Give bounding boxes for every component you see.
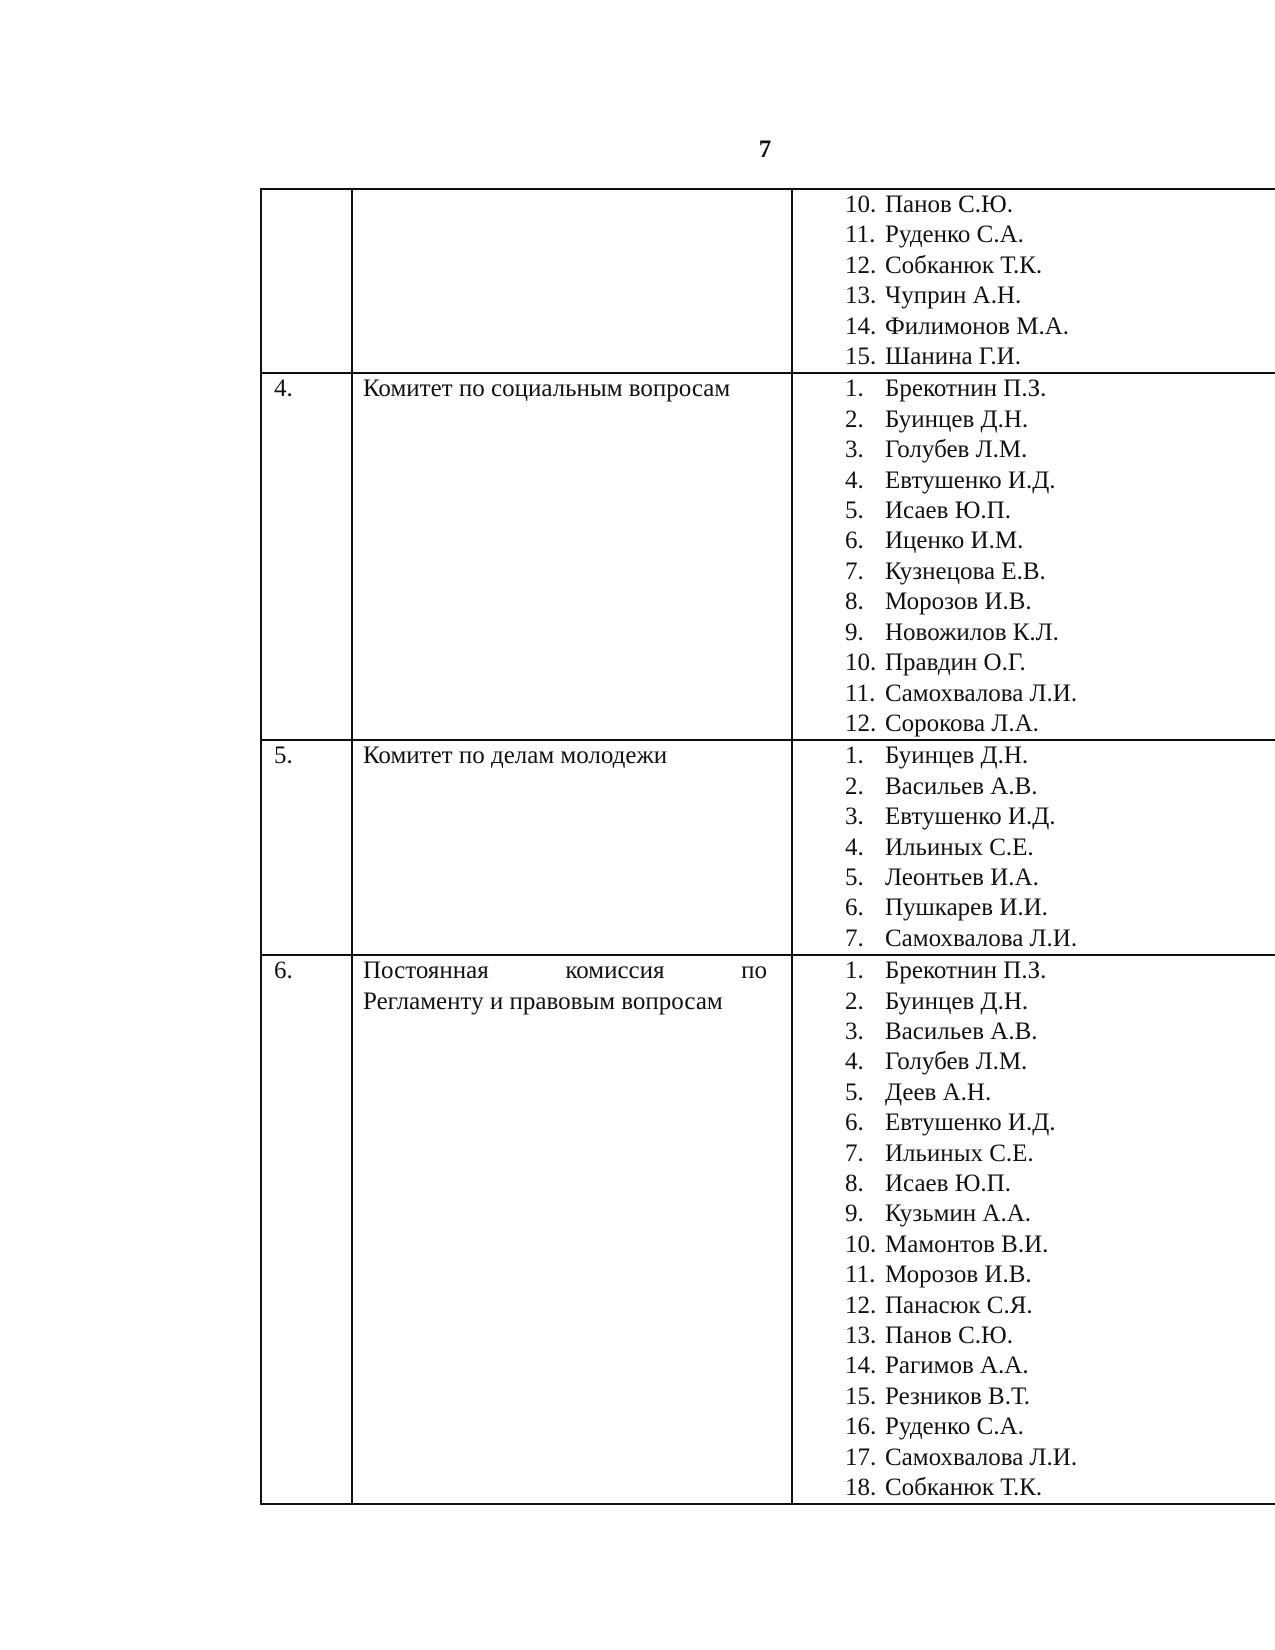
member-list-item	[845, 1108, 1275, 1138]
table-row	[261, 955, 1275, 1504]
member-list-item	[845, 1017, 1275, 1047]
member-list-item	[845, 863, 1275, 893]
member-index: 4.	[845, 1048, 864, 1076]
member-index: 2.	[845, 405, 864, 433]
member-index: 12.	[845, 709, 877, 737]
member-list-item	[845, 557, 1275, 587]
member-name: Рагимов А.А.	[885, 1352, 1029, 1380]
member-index: 5.	[845, 497, 864, 525]
member-list-item	[845, 220, 1275, 250]
member-list-item	[845, 405, 1275, 435]
member-name: Руденко С.А.	[885, 221, 1024, 249]
member-name: Шанина Г.И.	[885, 343, 1021, 371]
member-list-item	[845, 1321, 1275, 1351]
member-index: 9.	[845, 618, 864, 646]
member-index: 5.	[845, 863, 864, 891]
member-name: Буинцев Д.Н.	[885, 742, 1029, 770]
members-cell	[792, 373, 1275, 740]
member-name: Деев А.Н.	[885, 1078, 992, 1106]
member-index: 10.	[845, 1230, 877, 1258]
member-name: Правдин О.Г.	[885, 649, 1026, 677]
member-list-item	[845, 1382, 1275, 1412]
member-name: Морозов И.В.	[885, 588, 1032, 616]
member-list-item	[845, 1169, 1275, 1199]
members-cell	[792, 189, 1275, 373]
members-cell	[792, 955, 1275, 1504]
table-row	[261, 373, 1275, 740]
member-name: Мамонтов В.И.	[885, 1230, 1049, 1258]
member-index: 3.	[845, 803, 864, 831]
member-list-item	[845, 802, 1275, 832]
member-list-item	[845, 709, 1275, 739]
committee-name-cell	[352, 955, 792, 1504]
member-list-item	[845, 587, 1275, 617]
member-list-item	[845, 466, 1275, 496]
member-name: Брекотнин П.З.	[885, 375, 1047, 403]
committee-name-cell	[352, 189, 792, 373]
row-number: 6.	[274, 957, 293, 985]
member-list-item	[845, 190, 1275, 220]
member-list-item	[845, 1291, 1275, 1321]
member-name: Филимонов М.А.	[885, 312, 1070, 340]
member-name: Собканюк Т.К.	[885, 1474, 1043, 1502]
member-index: 7.	[845, 557, 864, 585]
row-number-cell	[261, 373, 352, 740]
member-index: 15.	[845, 343, 877, 371]
member-index: 8.	[845, 1170, 864, 1197]
page-number: 7	[758, 136, 772, 163]
member-list-item	[845, 374, 1275, 404]
member-list-item	[845, 526, 1275, 556]
member-index: 6.	[845, 527, 864, 555]
member-index: 16.	[845, 1413, 877, 1441]
member-name: Исаев Ю.П.	[885, 1170, 1011, 1197]
member-name: Голубев Л.М.	[885, 436, 1028, 464]
member-list-item	[845, 312, 1275, 342]
row-number-cell	[261, 189, 352, 373]
member-list-item	[845, 741, 1275, 771]
member-index: 5.	[845, 1078, 864, 1106]
member-index: 12.	[845, 1291, 877, 1319]
member-name: Ильиных С.Е.	[885, 1139, 1034, 1167]
member-name: Иценко И.М.	[885, 527, 1024, 555]
member-name: Васильев А.В.	[885, 1017, 1038, 1045]
row-number: 4.	[274, 375, 293, 403]
committee-table	[260, 188, 1275, 1505]
member-name: Самохвалова Л.И.	[885, 924, 1078, 952]
member-name: Чуприн А.Н.	[885, 282, 1022, 310]
member-list-item	[845, 1473, 1275, 1503]
member-name: Панов С.Ю.	[885, 191, 1013, 218]
member-index: 10.	[845, 191, 877, 218]
member-index: 2.	[845, 772, 864, 800]
member-name: Евтушенко И.Д.	[885, 803, 1056, 831]
member-list-item	[845, 1351, 1275, 1381]
member-index: 3.	[845, 1017, 864, 1045]
table-row	[261, 189, 1275, 373]
member-index: 6.	[845, 894, 864, 922]
member-index: 4.	[845, 833, 864, 861]
member-list-item	[845, 1199, 1275, 1229]
member-name: Самохвалова Л.И.	[885, 679, 1078, 707]
member-list-item	[845, 1078, 1275, 1108]
member-index: 4.	[845, 466, 864, 494]
row-number-cell	[261, 740, 352, 955]
member-name: Голубев Л.М.	[885, 1048, 1028, 1076]
committee-name-line: Комитет по делам молодежи	[363, 742, 668, 770]
member-list-item	[845, 496, 1275, 526]
member-list-item	[845, 833, 1275, 863]
member-list-item	[845, 924, 1275, 954]
member-index: 15.	[845, 1382, 877, 1410]
row-number: 5.	[274, 742, 293, 770]
member-list-item	[845, 893, 1275, 923]
member-list-item	[845, 679, 1275, 709]
member-index: 12.	[845, 251, 877, 279]
member-list-item	[845, 1230, 1275, 1260]
member-name: Самохвалова Л.И.	[885, 1443, 1078, 1471]
member-index: 14.	[845, 1352, 877, 1380]
committee-name-line: Регламенту и правовым вопросам	[363, 987, 723, 1015]
member-index: 2.	[845, 987, 864, 1015]
member-index: 10.	[845, 649, 877, 677]
member-name: Кузнецова Е.В.	[885, 557, 1046, 585]
member-name: Пушкарев И.И.	[885, 894, 1048, 922]
member-index: 9.	[845, 1200, 864, 1228]
member-name: Морозов И.В.	[885, 1261, 1032, 1289]
member-name: Панов С.Ю.	[885, 1322, 1013, 1350]
committee-name-line: Постоянная комиссия по	[363, 957, 767, 985]
member-index: 11.	[845, 679, 876, 707]
member-index: 11.	[845, 1261, 876, 1289]
member-name: Исаев Ю.П.	[885, 497, 1011, 525]
member-index: 1.	[845, 957, 864, 985]
member-name: Кузьмин А.А.	[885, 1200, 1032, 1228]
member-list-item	[845, 1139, 1275, 1169]
member-list-item	[845, 1412, 1275, 1442]
member-name: Евтушенко И.Д.	[885, 466, 1056, 494]
member-list-item	[845, 342, 1275, 372]
member-list-item	[845, 435, 1275, 465]
member-name: Буинцев Д.Н.	[885, 405, 1029, 433]
member-list-item	[845, 648, 1275, 678]
member-name: Леонтьев И.А.	[885, 863, 1039, 891]
table-row	[261, 740, 1275, 955]
member-list-item	[845, 1047, 1275, 1077]
member-index: 7.	[845, 924, 864, 952]
member-index: 8.	[845, 588, 864, 616]
member-list-item	[845, 281, 1275, 311]
member-name: Резников В.Т.	[885, 1382, 1030, 1410]
member-index: 14.	[845, 312, 877, 340]
committee-name-cell	[352, 373, 792, 740]
member-name: Руденко С.А.	[885, 1413, 1024, 1441]
member-name: Ильиных С.Е.	[885, 833, 1034, 861]
committee-table-body	[261, 189, 1275, 1504]
member-list-item	[845, 987, 1275, 1017]
committee-name-line: Комитет по социальным вопросам	[363, 375, 731, 403]
member-list-item	[845, 618, 1275, 648]
member-name: Собканюк Т.К.	[885, 251, 1043, 279]
member-list-item	[845, 1443, 1275, 1473]
member-list-item	[845, 251, 1275, 281]
member-index: 1.	[845, 375, 864, 403]
member-name: Новожилов К.Л.	[885, 618, 1059, 646]
member-index: 17.	[845, 1443, 877, 1471]
member-name: Васильев А.В.	[885, 772, 1038, 800]
member-list-item	[845, 1260, 1275, 1290]
member-name: Буинцев Д.Н.	[885, 987, 1029, 1015]
member-index: 6.	[845, 1109, 864, 1137]
member-index: 7.	[845, 1139, 864, 1167]
member-index: 1.	[845, 742, 864, 770]
member-index: 18.	[845, 1474, 877, 1502]
member-index: 3.	[845, 436, 864, 464]
member-index: 13.	[845, 1322, 877, 1350]
member-index: 13.	[845, 282, 877, 310]
member-list-item	[845, 956, 1275, 986]
member-list-item	[845, 772, 1275, 802]
members-cell	[792, 740, 1275, 955]
member-name: Евтушенко И.Д.	[885, 1109, 1056, 1137]
member-index: 11.	[845, 221, 876, 249]
row-number-cell	[261, 955, 352, 1504]
member-name: Сорокова Л.А.	[885, 709, 1039, 737]
committee-name-cell	[352, 740, 792, 955]
member-name: Брекотнин П.З.	[885, 957, 1047, 985]
member-name: Панасюк С.Я.	[885, 1291, 1033, 1319]
